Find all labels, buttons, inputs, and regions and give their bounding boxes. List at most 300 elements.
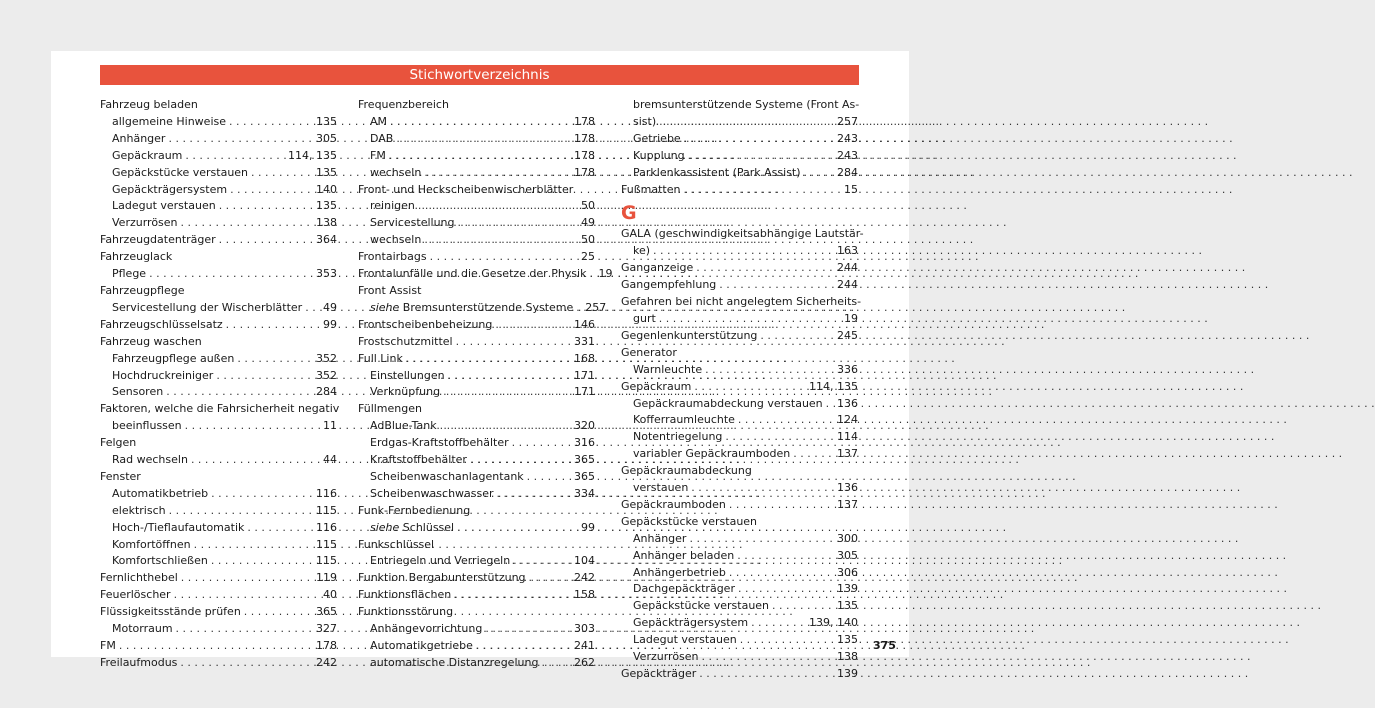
leader-dots xyxy=(740,632,834,649)
index-entry-term: Getriebe xyxy=(633,131,681,145)
index-entry-term: Gepäckraumabdeckung xyxy=(621,464,752,478)
index-entry xyxy=(621,497,858,514)
index-entry xyxy=(358,131,595,148)
index-entry xyxy=(358,198,595,215)
index-page-ref: 99 xyxy=(581,520,595,534)
leader-dots xyxy=(443,384,571,401)
leader-dots xyxy=(251,165,313,182)
index-entry xyxy=(100,334,337,351)
index-entry xyxy=(100,249,337,266)
index-entry xyxy=(100,520,337,537)
index-entry xyxy=(621,531,858,548)
index-entry xyxy=(100,486,337,503)
index-entry-term: Fußmatten xyxy=(621,182,681,196)
index-entry xyxy=(621,165,858,182)
leader-dots xyxy=(237,351,313,368)
index-entry xyxy=(100,452,337,469)
leader-dots xyxy=(738,581,834,598)
leader-dots xyxy=(448,368,571,385)
index-entry-term: Freilaufmodus xyxy=(100,655,178,669)
index-page-ref: 135 xyxy=(316,114,337,128)
index-entry xyxy=(100,368,337,385)
index-page-ref: 178 xyxy=(574,165,595,179)
index-page-ref: 168 xyxy=(574,351,595,365)
index-page-ref: 336 xyxy=(837,362,858,376)
index-page-ref: 241 xyxy=(574,639,595,652)
index-page-ref: 137 xyxy=(837,497,858,511)
index-page-ref: 284 xyxy=(837,165,858,179)
index-page-ref: 136 xyxy=(837,396,858,410)
index-entry-term: verstauen xyxy=(633,481,689,495)
index-page-ref: 138 xyxy=(316,216,337,230)
index-entry xyxy=(100,638,337,655)
index-entry xyxy=(358,638,595,655)
index-page-ref: 262 xyxy=(574,655,595,669)
index-entry-term: Gepäckstücke verstauen xyxy=(112,165,249,179)
index-entry xyxy=(100,283,337,300)
index-page-ref: 114, 135 xyxy=(809,379,858,393)
index-entry xyxy=(100,198,337,215)
index-entry xyxy=(100,604,337,621)
index-entry xyxy=(100,148,337,165)
page-title: Stichwortverzeichnis xyxy=(100,65,859,85)
index-page-ref: 119 xyxy=(316,571,337,585)
index-page-ref: 49 xyxy=(581,216,595,230)
index-entry-term: Fahrzeugpflege xyxy=(100,283,185,297)
index-entry xyxy=(621,114,858,131)
leader-dots xyxy=(247,520,313,537)
index-entry-term: Gangempfehlung xyxy=(621,278,717,292)
index-page-ref: 25 xyxy=(581,250,595,264)
index-entry-term: elektrisch xyxy=(112,503,166,517)
leader-dots xyxy=(653,243,834,260)
index-entry-term: Verknüpfung xyxy=(370,385,441,399)
leader-dots xyxy=(497,486,571,503)
index-page-ref: 104 xyxy=(574,554,595,568)
index-entry-term: Gepäckträger xyxy=(621,667,697,680)
index-entry-term: Frostschutzmittel xyxy=(358,334,453,348)
index-entry xyxy=(358,401,595,418)
index-entry-term: Kraftstoffbehälter xyxy=(370,453,467,467)
index-entry xyxy=(358,351,595,368)
leader-dots xyxy=(396,131,571,148)
index-page-ref: 306 xyxy=(837,565,858,579)
index-entry xyxy=(358,215,595,232)
index-entry-term: Pflege xyxy=(112,267,147,281)
leader-dots xyxy=(181,215,313,232)
index-column-2 xyxy=(358,97,613,672)
leader-dots xyxy=(702,649,834,666)
index-entry xyxy=(100,97,337,114)
index-entry xyxy=(358,604,595,621)
index-entry xyxy=(100,114,337,131)
leader-dots xyxy=(230,182,313,199)
index-page-ref: 115 xyxy=(316,537,337,551)
index-entry-term: Verzurrösen xyxy=(633,650,699,664)
index-entry-term: GALA (geschwindigkeitsabhängige Lautstär- xyxy=(621,227,864,241)
index-column-3 xyxy=(621,97,864,683)
index-entry xyxy=(100,266,337,283)
index-entry-term: Gepäckraumboden xyxy=(621,497,726,511)
index-entry-term: Gegenlenkunterstützung xyxy=(621,328,758,342)
index-page-ref: 50 xyxy=(581,199,595,213)
index-entry-term: Füllmengen xyxy=(358,402,422,416)
index-entry-term: Kofferraumleuchte xyxy=(633,413,735,427)
index-page-ref: 171 xyxy=(574,385,595,399)
index-entry-term: Gepäckraum xyxy=(621,379,692,393)
index-page-ref: 135 xyxy=(316,165,337,179)
index-entry-term: Fahrzeugpflege außen xyxy=(112,351,235,365)
index-entry xyxy=(621,97,858,114)
leader-dots xyxy=(211,486,313,503)
index-entry-term: Motorraum xyxy=(112,622,173,636)
index-entry-term: Gefahren bei nicht angelegtem Sicherheits- xyxy=(621,295,862,309)
index-entry-term: Anhänger beladen xyxy=(633,548,735,562)
index-entry xyxy=(100,553,337,570)
index-entry-term: Frontalunfälle und die Gesetze der Physik xyxy=(358,267,587,281)
index-page-ref: 178 xyxy=(574,148,595,162)
index-entry-term: Einstellungen xyxy=(370,368,445,382)
leader-dots xyxy=(305,300,320,317)
leader-dots xyxy=(457,520,578,537)
index-section-letter: G xyxy=(621,202,637,225)
index-entry xyxy=(358,537,595,554)
leader-dots xyxy=(683,182,841,199)
leader-dots xyxy=(244,604,313,621)
leader-dots xyxy=(738,412,834,429)
leader-dots xyxy=(418,198,578,215)
index-page-ref: 331 xyxy=(574,334,595,348)
index-page-ref: 242 xyxy=(574,571,595,585)
index-entry-term: Fernlichthebel xyxy=(100,571,178,585)
leader-dots xyxy=(219,232,313,249)
index-entry-term: sist) xyxy=(633,114,657,128)
leader-dots xyxy=(476,638,571,655)
index-entry-term: Automatikbetrieb xyxy=(112,486,209,500)
leader-dots xyxy=(458,215,578,232)
leader-dots xyxy=(440,418,571,435)
leader-dots xyxy=(485,621,571,638)
index-entry-term: Gepäckraumabdeckung verstauen xyxy=(633,396,823,410)
leader-dots xyxy=(168,131,313,148)
index-page-ref: 115 xyxy=(316,503,337,517)
leader-dots xyxy=(751,615,806,632)
index-page-ref: 178 xyxy=(316,639,337,652)
index-page-ref: 137 xyxy=(837,447,858,461)
index-page-ref: 124 xyxy=(837,413,858,427)
index-entry xyxy=(358,503,595,520)
index-entry-term: Erdgas-Kraftstoffbehälter xyxy=(370,436,509,450)
index-page-ref: 139, 140 xyxy=(809,616,858,630)
index-entry-term: Frontscheibenbeheizung xyxy=(358,317,493,331)
index-entry xyxy=(100,182,337,199)
index-entry xyxy=(621,463,858,480)
index-entry-term: Gepäckstücke verstauen xyxy=(621,514,758,528)
index-entry xyxy=(358,368,595,385)
index-entry xyxy=(100,165,337,182)
leader-dots xyxy=(659,114,834,131)
index-entry xyxy=(358,97,595,114)
index-entry xyxy=(100,384,337,401)
leader-dots xyxy=(176,621,313,638)
index-page-ref: 139 xyxy=(837,582,858,596)
index-entry-term: allgemeine Hinweise xyxy=(112,114,226,128)
index-entry-term: Funktion Bergabunterstützung xyxy=(358,571,526,585)
index-entry xyxy=(621,548,858,565)
index-page-ref: 171 xyxy=(574,368,595,382)
index-entry-term: ke) xyxy=(633,244,651,258)
index-entry xyxy=(358,232,595,249)
leader-dots xyxy=(688,148,834,165)
index-entry xyxy=(358,182,595,199)
index-entry xyxy=(358,570,595,587)
index-entry xyxy=(100,469,337,486)
index-entry xyxy=(358,249,595,266)
index-entry-term: Sensoren xyxy=(112,385,164,399)
leader-dots xyxy=(390,114,571,131)
index-entry xyxy=(621,649,858,666)
index-entry xyxy=(358,621,595,638)
index-page-ref: 116 xyxy=(316,486,337,500)
index-entry xyxy=(100,435,337,452)
index-entry-term: Funktionsstörung xyxy=(358,605,454,619)
leader-dots xyxy=(424,232,578,249)
index-entry-term: Flüssigkeitsstände prüfen xyxy=(100,605,241,619)
index-entry-term: Komfortöffnen xyxy=(112,537,191,551)
index-entry-term: DAB xyxy=(370,131,394,145)
index-entry-term: Servicestellung der Wischerblätter xyxy=(112,300,303,314)
index-page-ref: 178 xyxy=(574,131,595,145)
index-page-ref: 364 xyxy=(316,233,337,247)
index-page-ref: 138 xyxy=(837,650,858,664)
index-entry xyxy=(621,379,858,396)
index-entry-term xyxy=(370,300,573,317)
index-entry xyxy=(100,351,337,368)
index-entry xyxy=(621,446,858,463)
index-page-ref: 146 xyxy=(574,317,595,331)
index-entry-term: Full Link xyxy=(358,351,403,365)
index-entry xyxy=(358,317,595,334)
index-entry-term: Frequenzbereich xyxy=(358,98,449,111)
index-column-1 xyxy=(100,97,340,672)
index-entry xyxy=(621,598,858,615)
index-page-ref: 257 xyxy=(837,114,858,128)
index-entry xyxy=(621,311,858,328)
leader-dots xyxy=(406,351,571,368)
index-page-ref: 352 xyxy=(316,368,337,382)
see-reference: siehe xyxy=(370,300,400,314)
leader-dots xyxy=(470,452,571,469)
index-entry-term: gurt xyxy=(633,311,656,325)
index-page-ref: 353 xyxy=(316,267,337,281)
index-entry-term xyxy=(370,520,454,537)
index-page-ref: 178 xyxy=(574,114,595,128)
index-page-ref: 136 xyxy=(837,481,858,495)
leader-dots xyxy=(180,655,313,672)
index-entry xyxy=(621,294,862,311)
leader-dots xyxy=(174,587,320,604)
leader-dots xyxy=(696,260,834,277)
index-entry-term: Gepäckraum xyxy=(112,148,183,162)
index-page-ref: 244 xyxy=(837,278,858,292)
index-entry-term: wechseln xyxy=(370,165,422,179)
index-entry-term: Gepäckträgersystem xyxy=(112,182,228,196)
index-entry xyxy=(100,418,337,435)
index-page-ref: 140 xyxy=(316,182,337,196)
leader-dots xyxy=(694,379,806,396)
index-entry-term: bremsunterstützende Systeme (Front As- xyxy=(633,98,860,111)
index-entry-term: Ladegut verstauen xyxy=(112,199,216,213)
index-page-ref: 327 xyxy=(316,622,337,636)
index-entry xyxy=(358,418,595,435)
index-entry-term: Hoch-/Tieflaufautomatik xyxy=(112,520,245,534)
index-entry-term: variabler Gepäckraumboden xyxy=(633,447,791,461)
index-page-ref: 44 xyxy=(323,453,337,467)
leader-dots xyxy=(430,249,578,266)
index-entry xyxy=(100,503,337,520)
leader-dots xyxy=(541,655,571,672)
leader-dots xyxy=(793,446,834,463)
index-entry-term: Anhängevorrichtung xyxy=(370,622,483,636)
index-entry-term: Front- und Heckscheibenwischerblätter xyxy=(358,182,574,196)
leader-dots xyxy=(760,328,834,345)
see-reference: siehe xyxy=(370,520,400,534)
index-page-ref: 365 xyxy=(574,453,595,467)
leader-dots xyxy=(219,198,313,215)
index-page-ref: 116 xyxy=(316,520,337,534)
leader-dots xyxy=(737,548,834,565)
index-entry xyxy=(100,537,337,554)
index-page-ref: 49 xyxy=(323,300,337,314)
index-entry-term: Verzurrösen xyxy=(112,216,178,230)
leader-dots xyxy=(149,266,313,283)
index-page-ref: 40 xyxy=(323,588,337,602)
leader-dots xyxy=(229,114,313,131)
leader-dots xyxy=(191,452,320,469)
index-page-ref: 114 xyxy=(837,430,858,444)
leader-dots xyxy=(576,300,582,317)
index-entry xyxy=(100,317,337,334)
index-page-ref: 305 xyxy=(837,548,858,562)
index-page-ref: 19 xyxy=(844,311,858,325)
index-entry xyxy=(621,148,858,165)
index-entry xyxy=(358,435,595,452)
index-entry-term: Ganganzeige xyxy=(621,261,694,275)
leader-dots xyxy=(729,565,834,582)
index-entry xyxy=(100,131,337,148)
page-number: 375 xyxy=(873,639,896,652)
index-entry xyxy=(100,655,337,672)
index-page-ref: 163 xyxy=(837,244,858,258)
index-entry-term: Fahrzeuglack xyxy=(100,250,173,264)
index-page-ref: 334 xyxy=(574,486,595,500)
index-entry xyxy=(621,396,858,413)
leader-dots xyxy=(684,131,834,148)
index-entry xyxy=(621,328,858,345)
index-entry-term: Kupplung xyxy=(633,148,685,162)
index-entry xyxy=(100,215,337,232)
index-page-ref: 99 xyxy=(323,317,337,331)
index-entry xyxy=(621,412,858,429)
index-entry-term: Notentriegelung xyxy=(633,430,723,444)
index-entry-text: Schlüssel xyxy=(399,520,455,534)
index-entry-term: Anhänger xyxy=(112,131,166,145)
index-entry xyxy=(621,632,858,649)
index-entry xyxy=(358,520,595,537)
index-page-ref: 11 xyxy=(323,419,337,433)
index-entry xyxy=(621,243,858,260)
leader-dots xyxy=(211,553,313,570)
index-entry-term: Funktionsflächen xyxy=(358,588,452,602)
index-entry xyxy=(621,345,858,362)
index-entry-term: reinigen xyxy=(370,199,415,213)
index-entry xyxy=(100,587,337,604)
index-entry-term: Fenster xyxy=(100,469,141,483)
index-page-ref: 305 xyxy=(316,131,337,145)
index-page-ref: 316 xyxy=(574,436,595,450)
leader-dots xyxy=(454,587,571,604)
index-entry-term: wechseln xyxy=(370,233,422,247)
index-entry-term: Hochdruckreiniger xyxy=(112,368,214,382)
index-page-ref: 352 xyxy=(316,351,337,365)
index-entry-term: Feuerlöscher xyxy=(100,588,171,602)
index-entry-term: AdBlue-Tank xyxy=(370,419,437,433)
leader-dots xyxy=(699,666,834,683)
leader-dots xyxy=(725,429,834,446)
index-entry xyxy=(621,480,858,497)
leader-dots xyxy=(456,334,571,351)
index-page-ref: 50 xyxy=(581,233,595,247)
leader-dots xyxy=(772,598,834,615)
index-entry xyxy=(358,148,595,165)
index-page-ref: 245 xyxy=(837,328,858,342)
leader-dots xyxy=(389,148,571,165)
index-page-ref: 243 xyxy=(837,148,858,162)
index-entry xyxy=(358,266,613,283)
leader-dots xyxy=(513,553,571,570)
index-entry xyxy=(358,452,595,469)
index-entry xyxy=(621,277,858,294)
index-entry xyxy=(358,165,595,182)
index-entry-term: FM xyxy=(100,639,116,652)
index-entry xyxy=(358,553,595,570)
leader-dots xyxy=(169,503,313,520)
index-entry-term: FM xyxy=(370,148,386,162)
index-entry xyxy=(621,260,858,277)
index-entry-term: Dachgepäckträger xyxy=(633,582,735,596)
index-page-ref: 139 xyxy=(837,667,858,680)
index-entry-term: Generator xyxy=(621,345,677,359)
index-entry-term: Anhänger xyxy=(633,531,687,545)
index-page-ref: 303 xyxy=(574,622,595,636)
leader-dots xyxy=(166,384,313,401)
leader-dots xyxy=(216,368,313,385)
index-page-ref: 320 xyxy=(574,419,595,433)
index-entry xyxy=(100,300,337,317)
leader-dots xyxy=(529,570,571,587)
leader-dots xyxy=(495,317,571,334)
index-entry-term: Anhängerbetrieb xyxy=(633,565,726,579)
index-entry xyxy=(358,486,595,503)
index-entry-term: Scheibenwaschanlagentank xyxy=(370,469,524,483)
index-entry-term: automatische Distanzregelung xyxy=(370,655,539,669)
index-entry xyxy=(100,570,337,587)
index-entry xyxy=(100,232,337,249)
index-page-ref: 135 xyxy=(316,199,337,213)
leader-dots xyxy=(826,396,834,413)
index-entry-term: Gepäckstücke verstauen xyxy=(633,599,770,613)
leader-dots xyxy=(719,277,834,294)
